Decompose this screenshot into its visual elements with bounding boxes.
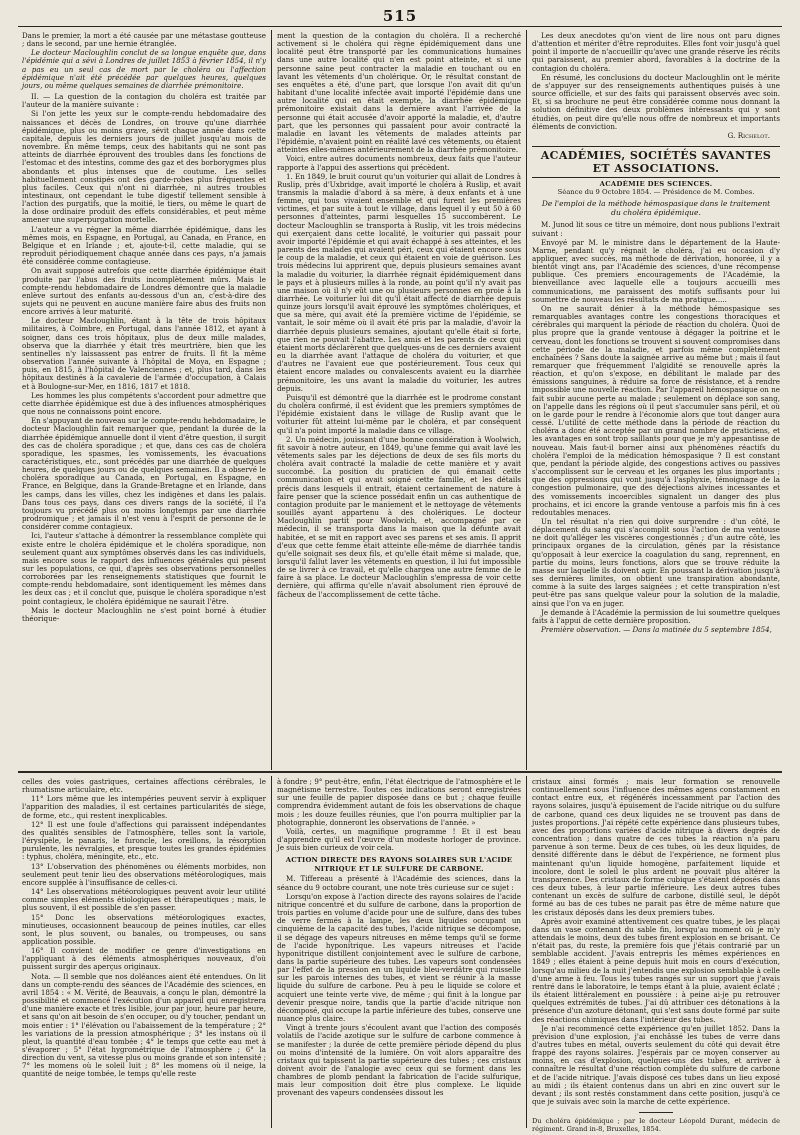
paragraph: ment la question de la contagion du choléra. Il a recherché activement si le choléra qui règne épidémiquement dans une localité peut être transporté par les communications humaines dans une autre localité qui n'en est point atteinte, et si une personne saine peut contracter la maladie en touchant ou en lavant les vêtements d'un cholérique. Or, le résultat constant de ses enquêtes a été, d'une part, que lorsque l'on avait dit qu'un habitant d'une localité infectée avait importé l'épidémie dans une autre localité qui en était exempte, la diarrhée épidémique prémonitoire existait dans la dernière avant l'arrivée de la personne qui était accusée d'avoir apporté la maladie, et, d'autre part, que les personnes qui passaient pour avoir contracté la maladie en lavant les vêtements de malades atteints par l'épidémie, n'avaient point en réalité lavé ces vêtements, ou étaient atteintes elles-mêmes antérieurement de la diarrhée prémonitoire. [277,31,521,155]
top-column-3 [532,32,780,768]
paragraph: 13° L'observation des phénomènes ou éléments morbides, non seulement peut tenir lieu des observations météorologiques, mais encore supplée à l'insuffisance de celles-ci. [22,861,266,887]
paragraph: 15° Donc les observations météorologiques exactes, minutieuses, occasionnent beaucoup de peines inutiles, car elles sont, le plus souvent, ou banales, ou trompeuses, ou sans application possible. [22,912,266,946]
paragraph: On ne saurait dénier à la méthode hémospasique ses remarquables avantages contre les congestions thoraciques et cérébrales qui marquent la période de réaction du choléra. Quoi de plus propre que la grande ventouse à dégager la poitrine et le cerveau, dont les fonctions se trouvent si souvent compromises dans cette période de la maladie, et parfois même complètement enchaînées ? Sans doute la saignée arrive au même but ; mais il faut remarquer que fréquemment l'algidité se renouvelle après la réaction, et qu'on s'expose, en débilitant le malade par des émissions sanguines, à réduire sa force de résistance, et à rendre impossible une nouvelle réaction. Par l'appareil hémospasique on ne fait subir aucune perte au malade ; seulement on déplace son sang, on l'appelle dans les régions où il peut s'accumuler sans péril, et où on le garde pour le rendre à l'économie alors que tout danger aura cessé. L'utilité de cette méthode dans la période de réaction du choléra a donc été acceptée par un grand nombre de praticiens, et les avantages en sont trop saillants pour que je m'y appesantisse de nouveau. Mais faut-il borner ainsi aux phénomènes réactifs du choléra l'emploi de la médication hémospasique ? Il est constant que, pendant la période algide, des congestions actives ou passives s'accomplissent sur le cerveau et les organes les plus importants ; que des oppressions qui vont jusqu'à l'asphyxie, témoignage de la congestion pulmonaire, que des déjections alvines incessantes et des vomissements incoercibles signalent un danger des plus prochains, et ici encore la grande ventouse a parfois mis fin à ces redoutables menaces. [532,303,780,517]
bottom-column-1 [22,778,266,1128]
paragraph: Envoyé par M. le ministre dans le département de la Haute-Marne, pendant qu'y régnait le choléra, j'ai eu occasion d'y appliquer, avec succès, ma méthode de dérivation, honorée, il y a bientôt vingt ans, par l'Académie des sciences, d'une récompense publique. Ces premiers encouragements de l'Académie, la bienveillance avec laquelle elle a toujours accueilli mes communications, me paraissent des motifs suffisants pour lui soumettre de nouveau les résultats de ma pratique..... [532,237,780,304]
book-note [532,1112,780,1134]
paragraph: Nota. — Il semble que nos doléances aient été entendues. On lit dans un compte-rendu des séances de l'Académie des sciences, en avril 1854 : « M. Vérité, de Beauvais, a conçu le plan, démontré la possibilité et commencé l'exécution d'un appareil qui enregistrera d'une manière exacte et très lisible, jour par jour, heure par heure, et sans qu'on ait besoin de s'en occuper, ou d'y toucher, pendant un mois entier : 1° l'élévation ou l'abaissement de la température ; 2° les variations de la pression atmosphérique ; 3° les instans où il pleut, la quantité d'eau tombée ; 4° le temps que cette eau met à s'évaporer ; 5° l'état hygrométrique de l'atmosphère ; 6° la direction du vent, sa vitesse plus ou moins grande et son intensité ; 7° les momens où le soleil luit ; 8° les momens où il neige, la quantité de neige tombée, le temps qu'elle reste [22,971,266,1079]
paragraph: Vingt à trente jours s'écoulent avant que l'action des composés volatils de l'acide azotique sur le sulfure de carbone commence à se manifester ; la durée de cette première période dépend du plus ou moins d'intensité de la lumière. On voit alors apparaître des cristaux qui tapissent la partie supérieure des tubes ; ces cristaux doivent avoir de l'analogie avec ceux qui se forment dans les chambres de plomb pendant la fabrication de l'acide sulfurique, mais leur composition doit être plus complexe. Le liquide provenant des vapeurs condensées dissout les [277,1023,521,1098]
paragraph: En s'appuyant de nouveau sur le compte-rendu hebdomadaire, le docteur Macloughlin fait remarquer que, pendant la durée de la diarrhée épidémique annuelle dont il vient d'être question, il surgit des cas de choléra sporadique ; et que, dans ces cas de choléra sporadique, les spasmes, les vomissements, les évacuations caractéristiques, etc., sont précédés par une diarrhée de quelques heures, de quelques jours ou de quelques semaines. Il a observé le choléra sporadique au Canada, en Portugal, en Espagne, en France, en Belgique, dans la Grande-Bretagne et en Irlande, dans les camps, dans les villes, chez les indigènes et dans les palais. Dans tous ces pays, dans ces divers rangs de la société, il l'a toujours vu précédé plus ou moins longtemps par une diarrhée prodromique ; et jamais il n'est venu à l'esprit de personne de le considérer comme contagieux. [22,416,266,532]
author-signature: G. Richelot. [727,130,770,140]
paragraph: à fondre ; 9° peut-être, enfin, l'état électrique de l'atmosphère et le magnétisme terrestre. Toutes ces indications seront enregistrées sur une feuille de papier disposée dans ce but ; chaque feuille comprendra évidemment autant de fois les observations de chaque mois ; les douze feuilles réunies, que l'on pourra multiplier par la photographie, donneront les observations de l'année. » [277,777,521,827]
subject-title: De l'emploi de la méthode hémospasique dans le traitement du choléra épidémique. [541,199,771,218]
paragraph: 12° Il est une foule d'affections qui paraissent indépendantes des qualités sensibles de l'atmosphère, telles sont la variole, l'érysipèle, le panaris, le furoncle, les oreillons, la résorption purulente, les névralgies, et presque toutes les grandes épidémies : typhus, choléra, méningite, etc., etc. [22,819,266,862]
paragraph: M. Junod lit sous ce titre un mémoire, dont nous publions l'extrait suivant : [532,220,780,238]
paragraph: cristaux ainsi formés ; mais leur formation se renouvelle continuellement sous l'influence des mêmes agens constamment en contact entre eux, et régénérés incessamment par l'action des rayons solaires, jusqu'à épuisement de l'acide nitrique ou du sulfure de carbone, quand ces deux liquides ne se trouvent pas dans de justes proportions. J'ai répété cette expérience dans plusieurs tubes, avec des proportions variées d'acide nitrique à divers degrés de concentration ; dans quatre de ces tubes la réaction n'a paru parvenue à son terme. Deux de ces tubes, où les deux liquides, de densité différente dans le début de l'expérience, ne forment plus maintenant qu'un liquide homogène, parfaitement liquide et incolore, dont le soleil le plus ardent ne pouvait plus altérer la transparence. Des cristaux de forme cubique s'étaient déposés dans ces deux tubes, à leur partie inférieure. Les deux autres tubes contenant un excès de sulfure de carbone, distillé seul, le dépôt formé au bas de ces tubes ne parait pas être de même nature que les cristaux déposés dans les deux premiers tubes. [532,777,780,917]
paragraph: Je n'ai recommencé cette expérience qu'en juillet 1852. Dans la prévision d'une explosion, j'ai enchâssé les tubes de verre dans d'autres tubes en métal, ouverts seulement du côté qui devait être frappé des rayons solaires. J'espérais par ce moyen conserver au moins, en cas d'explosion, quelques-uns des tubes, et arriver à connaître le résultat d'une réaction complète du sulfure de carbone et de l'acide nitrique. J'avais disposé ces tubes dans un lieu exposé au midi ; ils étaient contenus dans un abri en zinc ouvert sur le devant ; ils sont restés constamment dans cette position, jusqu'à ce que je suivais avec soin la marche de cette expérience. [532,1023,780,1107]
paragraph: 16° Il convient de modifier ce genre d'investigations en l'appliquant à des éléments atmosphériques nouveaux, d'où puissent surgir des aperçus originaux. [22,946,266,972]
bottom-column-2 [277,778,521,1128]
paragraph: Lorsqu'on expose à l'action directe des rayons solaires de l'acide nitrique concentré et du sulfure de carbone, dans la proportion de trois parties en volume d'acide pour une de sulfure, dans des tubes de verre fermés à la lampe, les deux liquides occupant un cinquième de la capacité des tubes, l'acide nitrique se décompose, il se dégage des vapeurs nitreuses en même temps qu'il se forme de l'acide hyponitrique. Les vapeurs nitreuses et l'acide hyponitrique distillent conjointement avec le sulfure de carbone, dans la partie supérieure des tubes. Les vapeurs sont condensées par l'effet de la pression en un liquide bleu-verdâtre qui ruisselle sur les parois internes des tubes, et vient se réunir à la masse liquide du sulfure de carbone. Peu à peu le liquide se colore et acquiert une teinte verte vive, de même ; qui finit à la longue par devenir presque noire, tandis que la partie d'acide nitrique non décomposé, qui occupe la partie inférieure des tubes, conserve une nuance plus claire. [277,891,521,1024]
paragraph: Le docteur Macloughlin conclut de sa longue enquête que, dans l'épidémie qui a sévi à Londres de juillet 1853 à février 1854, il n'y a pas eu un seul cas de mort par le choléra ou l'affection épidémique n'ait été précédée par quelques heures, quelques jours, ou même quelques semaines de diarrhée prémonitoire. [22,48,266,90]
paragraph: L'auteur a vu régner la même diarrhée épidémique, dans les mêmes mois, en Espagne, en Portugal, au Canada, en France, en Belgique et en Irlande ; et, ajoute-t-il, cette maladie, qui se reproduit périodiquement chaque année dans ces pays, n'a jamais été considérée comme contagieuse. [22,224,266,267]
section-divider-rule [18,771,782,773]
header-rule [18,26,782,27]
top-column-1 [22,32,266,768]
paragraph: Dans le premier, la mort a été causée par une métastase goutteuse ; dans le second, par une hernie étranglée. [22,31,266,49]
paragraph: Les hommes les plus compétents s'accordent pour admettre que cette diarrhée épidémique est due à des influences atmosphériques que nous ne connaissons point encore. [22,390,266,417]
paragraph: celles des voies gastriques, certaines affections cérébrales, le rhumatisme articulaire, etc. [22,777,266,795]
paragraph: Un tel résultat n'a rien qui doive surprendre : d'un côté, le déplacement du sang qui s'accomplit sous l'action de ma ventouse ne doit qu'alléger les viscères congestionnés ; d'un autre côté, les principaux organes de la circulation, gênés par la résistance qu'opposait à leur exercice la coagulation du sang, reprennent, en partie du moins, leurs fonctions, alors que se trouve réduite la masse sur laquelle ils doivent agir. En poussant la dérivation jusqu'à ses dernières limites, on obtient une transpiration abondante, comme à la suite des larges saignées ; et cette transpiration n'est peut-être pas sans quelque valeur pour la solution de la maladie, ainsi que l'on va en juger. [532,516,780,608]
paragraph: Mais le docteur Macloughlin ne s'est point borné à étudier théorique- [22,605,266,623]
paragraph: M. Tiffereau a présenté à l'Académie des sciences, dans la séance du 9 octobre courant, une note très curieuse sur ce sujet : [277,874,521,892]
paragraph: 11° Lors même que les intempéries peuvent servir à expliquer l'apparition des maladies, il est certaines particularités de siège, de forme, etc., qui restent inexplicables. [22,794,266,820]
book-note-rule [639,1112,673,1113]
academy-title: ACADÉMIE DES SCIENCES. [599,180,713,189]
paragraph: Voilà, certes, un magnifique programme ! Et il est beau d'apprendre qu'il est l'œuvre d'un modeste horloger de province. Je suis bien curieux de voir cela. [277,826,521,853]
column-divider-top-1 [271,30,272,770]
top-column-2 [277,32,521,768]
paragraph: Après avoir examiné attentivement ces quatre tubes, je les plaçai dans un vase contenant du sable fin, lorsqu'au moment où je m'y attendais le moins, deux des tubes firent explosion en se brisant. Ce n'était pas, du reste, la première fois que j'étais contrarié par un semblable accident. J'avais entrepris les mêmes expériences en 1849 ; elles étaient à peine depuis huit mois en cours d'exécution, lorsqu'au milieu de la nuit j'entendis une explosion semblable à celle d'une arme à feu. Tous les tubes rangés sur un support que j'avais rentré dans le laboratoire, le temps étant à la pluie, avaient éclaté ; ils étaient littéralement en poussière : à peine ai-je pu retrouver quelques extrémités de tubes. J'ai dû attribuer ces détonations à la présence d'un azoture détonant, qui s'est sans doute formé par suite des réactions chimiques dans l'intérieur des tubes. [532,916,780,1024]
column-divider-bottom-2 [526,776,527,1128]
session-line: Séance du 9 Octobre 1854. — Présidence de M. Combes. [557,188,755,197]
column-divider-bottom-1 [271,776,272,1128]
column-divider-top-2 [526,30,527,770]
book-note-text: Du choléra épidémique ; par le docteur Léopold Durant, médecin de régiment. Grand in-8, Bruxelles, 1854. [532,1117,780,1134]
paragraph: 2. Un médecin, jouissant d'une bonne considération à Woolwich, fit savoir à notre auteur, en 1849, qu'une femme qui avait lavé les vêtements sales par les déjections de deux de ses fils morts du choléra avait contracté la maladie de cette manière et y avait succombé. La position du praticien de qui émanait cette communication et qui avait soigné cette famille, et les détails précis dans lesquels il entrait, étaient certainement de nature à faire penser que la science possédait enfin un cas authentique de contagion produite par le maniement et le nettoyage de vêtements souillés ayant appartenu à des cholériques. Le docteur Macloughlin partit pour Woolwich, et, accompagné par ce médecin, il se transporta dans la maison que la défunte avait habitée, et se mit en rapport avec ses parens et ses amis. Il apprit d'eux que cette femme était atteinte elle-même de diarrhée tandis qu'elle soignait ses deux fils, et qu'elle était même si malade, que, lorsqu'il fallut laver les vêtements en question, il lui fut impossible de se livrer à ce travail, et qu'elle chargea une autre femme de le faire à sa place. Le docteur Macloughlin s'empressa de voir cette dernière, qui affirma qu'elle n'avait absolument rien éprouvé de fâcheux de l'accomplissement de cette tâche. [277,434,521,599]
paragraph: Ici, l'auteur s'attache à démontrer la ressemblance complète qui existe entre le choléra épidémique et le choléra sporadique, non seulement quant aux symptômes observés dans les cas individuels, mais encore sous le rapport des influences générales qui pèsent sur les populations, ce qui, d'après ses observations personnelles corroborées par les renseignements statistiques que fournit le compte-rendu hebdomadaire, sont identiquement les mêmes dans les deux cas ; et il conclut que, puisque le choléra sporadique n'est point contagieux, le choléra épidémique ne saurait l'être. [22,531,266,606]
article-title: ACTION DIRECTE DES RAYONS SOLAIRES SUR L'ACIDE NITRIQUE ET LE SULFURE DE CARBONE. [285,856,513,873]
paragraph: Les deux anecdotes qu'on vient de lire nous ont paru dignes d'attention et mériter d'être reproduites. Elles font voir jusqu'à quel point il importe de n'accueillir qu'avec une grande réserve les récits qui paraissent, au premier abord, favorables à la doctrine de la contagion du choléra. [532,31,780,73]
paragraph: Je demande à l'Académie la permission de lui soumettre quelques faits à l'appui de cette dernière proposition. [532,607,780,625]
paragraph: Le docteur Macloughlin, étant à la tête de trois hôpitaux militaires, à Coimbre, en Portugal, dans l'année 1812, et ayant à soigner, dans ces trois hôpitaux, plus de deux mille malades, observa que la diarrhée y était très meurtrière, bien que les sentinelles n'y laissassent pas entrer de fruits. Il fit la même observation l'année suivante à l'hôpital de Moya, en Espagne ; puis, en 1815, à l'hôpital de Valenciennes ; et, plus tard, dans les hôpitaux destinés à la cavalerie de l'armée d'occupation, à Calais et à Boulogne-sur-Mer, en 1816, 1817 et 1818. [22,316,266,391]
paragraph: Première observation. — Dans la matinée du 5 septembre 1854, [541,625,772,634]
paragraph: En résumé, les conclusions du docteur Macloughlin ont le mérite de s'appuyer sur des renseignements authentiques puisés à une source officielle, et sur des faits qui paraissent observés avec soin. Et, si sa brochure ne peut être considérée comme nous donnant la solution définitive des deux problèmes intéressants qui y sont étudiés, on peut dire qu'elle nous offre de nombreux et importants éléments de conviction. [532,72,780,131]
page-number: 515 [382,7,418,25]
paragraph: Si l'on jette les yeux sur le compte-rendu hebdomadaire des naissances et décès de Londres, on trouve qu'une diarrhée épidémique, plus ou moins grave, sévit chaque année dans cette capitale, depuis les derniers jours de juillet jusqu'au mois de novembre. En même temps, ceux des habitants qui ne sont pas atteints de diarrhée éprouvent des troubles dans les fonctions de l'estomac et des intestins, comme des gaz et des borborygmes plus abondants et plus intenses que de coutume. Les selles habituellement constipés ont des garde-robes plus fréquentes et plus faciles. Ceux qui n'ont ni diarrhée, ni autres troubles intestinaux, ont cependant le tube digestif tellement sensible à l'action des purgatifs, que la moitié, le tiers, ou même le quart de la dose ordinaire produit des effets considérables, et peut même amener une superpurgation mortelle. [22,109,266,225]
paragraph: 14° Les observations météorologiques peuvent avoir leur utilité comme simples éléments étiologiques et thérapeutiques ; mais, le plus souvent, il est possible de s'en passer. [22,887,266,913]
paragraph: On avait supposé autrefois que cette diarrhée épidémique était produite par l'abus des fruits incomplètement mûrs. Mais le compte-rendu hebdomadaire de Londres démontre que la maladie enlève surtout des enfants au-dessous d'un an, c'est-à-dire des sujets qui ne peuvent en aucune manière faire abus des fruits non encore arrivés à leur maturité. [22,266,266,317]
paragraph: 1. En 1849, le bruit courut qu'un voiturier qui allait de Londres à Ruslip, près d'Uxbridge, avait importé le choléra à Ruslip, et avait transmis la maladie d'abord à sa mère, à deux enfants et à une femme, qui tous vivaient ensemble et qui furent les premières victimes, et par suite à tout le village, dans lequel il y eut 50 à 60 personnes d'atteintes, parmi lesquelles 15 succombèrent. Le docteur Macloughlin se transporta à Ruslip, vit les trois médecins qui exerçaient dans cette localité, le voiturier qui passait pour avoir importé l'épidémie et qui avait échappé à ses atteintes, et les parents des malades qui avaient péri, ceux qui étaient encore sous le coup de la maladie, et ceux qui étaient en voie de guérison. Les trois médecins lui apprirent que, depuis plusieurs semaines avant la maladie du voiturier, la diarrhée régnait épidémiquement dans le pays et à plusieurs milles à la ronde, au point qu'il n'y avait pas une maison où il n'y eût une ou plusieurs personnes en proie à la diarrhée. Le voiturier lui dit qu'il était affecté de diarrhée depuis quinze jours lorsqu'il avait éprouvé les symptômes cholériques, et que sa mère, qui avait été la première victime de l'épidémie, se vantait, le soir même où il avait été pris par la maladie, d'avoir la diarrhée depuis plusieurs semaines, ajoutant qu'elle était si forte, que rien ne pouvait l'abattre. Les amis et les parents de ceux qui étaient morts déclarèrent que quelques-uns de ces derniers avaient eu la diarrhée avant l'attaque de choléra du voiturier, et que d'autres ne l'avaient eue que postérieurement. Tous ceux qui étaient encore malades ou convalescents avaient eu la diarrhée prémonitoire, les uns avant la maladie du voiturier, les autres depuis. [277,171,521,393]
paragraph: Voici, entre autres documents nombreux, deux faits que l'auteur rapporte à l'appui des assertions qui précèdent. [277,154,521,172]
bottom-column-3 [532,777,780,1134]
section-title: ACADÉMIES, SOCIÉTÉS SAVANTES ET ASSOCIATIONS. [532,146,780,178]
paragraph: II. — La question de la contagion du choléra est traitée par l'auteur de la manière suivante : [22,92,266,110]
paragraph: Puisqu'il est démontré que la diarrhée est le prodrome constant du choléra confirmé, il est évident que les premiers symptômes de l'épidémie existaient dans le village de Ruslip avant que le voiturier fût atteint lui-même par le choléra, et par conséquent qu'il n'a point importé la maladie dans ce village. [277,392,521,435]
